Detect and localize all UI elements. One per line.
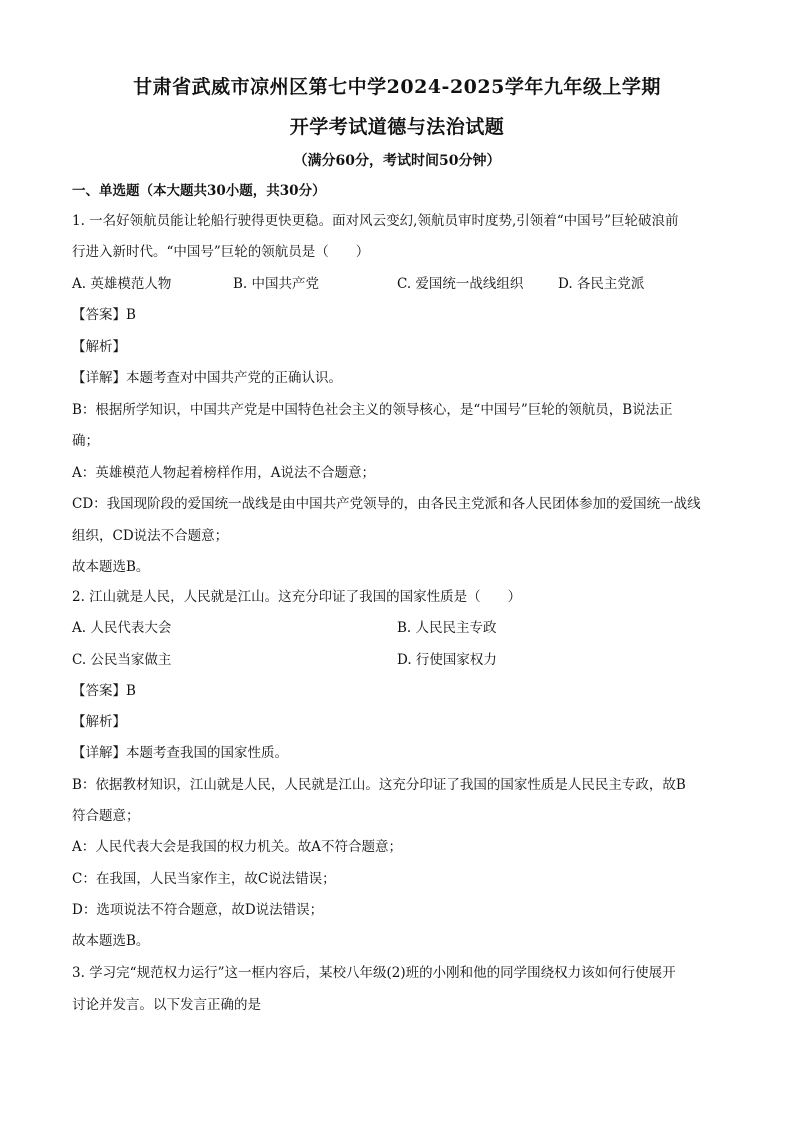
q1-stem-line1: 1. 一名好领航员能让轮船行驶得更快更稳。面对风云变幻,领航员审时度势,引领着“中国号”巨轮破浪前 xyxy=(72,213,679,229)
q1-option-b: B. 中国共产党 xyxy=(233,276,320,292)
q1-detail: 【详解】本题考查对中国共产党的正确认识。 xyxy=(72,370,342,386)
q1-option-d: D. 各民主党派 xyxy=(558,276,645,292)
q2-explanation-line: D：选项说法不符合题意，故D说法错误； xyxy=(72,902,324,918)
q1-explanation-line: A：英雄模范人物起着榜样作用，A说法不合题意； xyxy=(72,465,375,481)
q2-analysis-label: 【解析】 xyxy=(72,714,126,730)
q3-stem-line1: 3. 学习完“规范权力运行”这一框内容后，某校八年级(2)班的小刚和他的同学围绕权力该如何行使展开 xyxy=(72,965,676,981)
q1-conclusion: 故本题选B。 xyxy=(72,559,150,575)
q2-answer: 【答案】B xyxy=(72,683,136,699)
q2-option-a: A. 人民代表大会 xyxy=(72,620,172,636)
q2-conclusion: 故本题选B。 xyxy=(72,933,150,949)
q1-option-a: A. 英雄模范人物 xyxy=(72,276,172,292)
q2-stem: 2. 江山就是人民，人民就是江山。这充分印证了我国的国家性质是（ ） xyxy=(72,589,522,605)
document-title-line2: 开学考试道德与法治试题 xyxy=(289,116,505,138)
document-title-line1: 甘肃省武威市凉州区第七中学2024-2025学年九年级上学期 xyxy=(133,76,661,98)
q1-explanation-line: 确； xyxy=(72,433,99,449)
q1-explanation-line: 组织，CD说法不合题意； xyxy=(72,528,229,544)
q2-explanation-line: C：在我国，人民当家作主，故C说法错误； xyxy=(72,871,336,887)
q2-explanation-line: A：人民代表大会是我国的权力机关。故A不符合题意； xyxy=(72,839,402,855)
q3-stem-line2: 讨论并发言。以下发言正确的是 xyxy=(72,997,261,1013)
q1-analysis-label: 【解析】 xyxy=(72,339,126,355)
section-heading: 一、单选题（本大题共30小题，共30分） xyxy=(72,183,326,199)
q1-stem-line2: 行进入新时代。“中国号”巨轮的领航员是（ ） xyxy=(72,244,370,260)
q1-answer: 【答案】B xyxy=(72,307,136,323)
q1-explanation-line: CD：我国现阶段的爱国统一战线是由中国共产党领导的，由各民主党派和各人民团体参加的爱国统一战线 xyxy=(72,496,701,512)
q2-option-c: C. 公民当家做主 xyxy=(72,652,172,668)
q2-option-b: B. 人民民主专政 xyxy=(397,620,497,636)
q2-option-d: D. 行使国家权力 xyxy=(397,652,497,668)
q2-explanation-line: B：依据教材知识，江山就是人民，人民就是江山。这充分印证了我国的国家性质是人民民主专政，故B xyxy=(72,777,686,793)
q1-explanation-line: B：根据所学知识，中国共产党是中国特色社会主义的领导核心，是“中国号”巨轮的领航员，B说法正 xyxy=(72,402,673,418)
document-subtitle: （满分60分，考试时间50分钟） xyxy=(293,153,501,169)
q2-explanation-line: 符合题意； xyxy=(72,808,140,824)
q2-detail: 【详解】本题考查我国的国家性质。 xyxy=(72,745,288,761)
q1-option-c: C. 爱国统一战线组织 xyxy=(397,276,524,292)
